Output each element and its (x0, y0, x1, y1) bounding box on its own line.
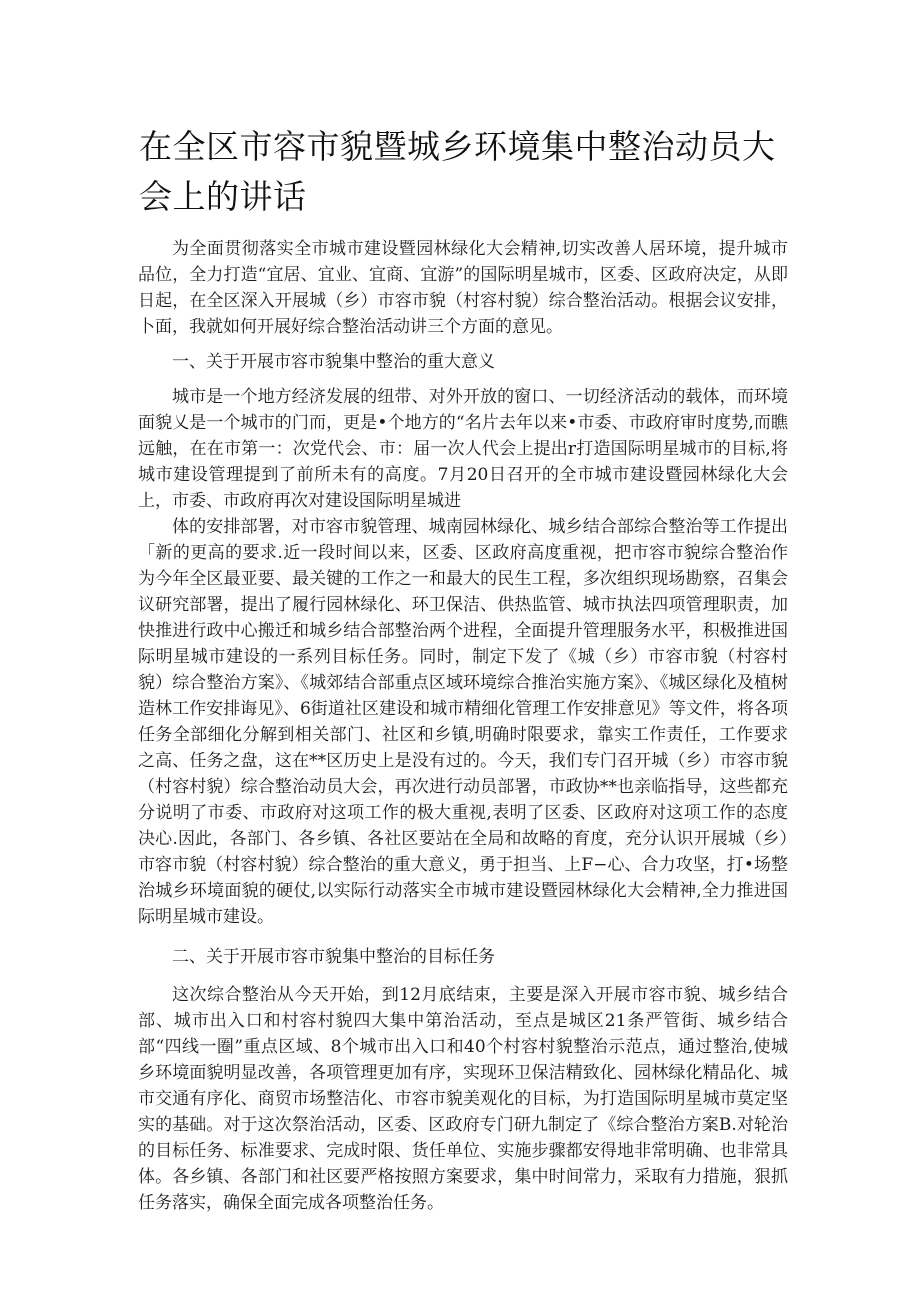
section-heading-2: 二、关于开展市容市貌集中整治的目标任务 (172, 947, 495, 967)
document-title: 在全区市容市貌暨城乡环境集中整治动员大会上的讲话 (139, 127, 776, 216)
section-1-paragraph-1: 城市是一个地方经济发展的纽带、对外开放的窗口、一切经济活动的载体，而环境面貌乂是一个城市的门而，更是•个地方的“名片去年以来•市委、市政府审时度势,而瞧远触，在在市第一：次党代会、市：届一次人代会上提出r打造国际明星城市的目标,将城市建设管理提到了前所未有的高度。7月20日召开的全市城市建设暨园林绿化大会上，市委、市政府再次对建设国际明星城进 (138, 387, 788, 511)
section-1-paragraph-2: 体的安排部署，对市容市貌管理、城南园林绿化、城乡结合部综合整治等工作提出「新的更高的要求.近一段时间以来，区委、区政府高度重视，把市容市貌综合整治作为今年全区最亚要、最关键的工作之一和最大的民生工程，多次组织现场勘察，召集会议研究部署，提出了履行园林绿化、环卫保洁、供热监管、城市执法四项管理职责，加快推进行政中心搬迁和城乡结合部整治两个进程，全面提升管理服务水平，积极推进国际明星城市建设的一系列目标任务。同时，制定下发了《城（乡）市容市貌（村容村貌）综合整治方案》、《城郊结合部重点区域环境综合推治实施方案》、《城区绿化及植树造林工作安排诲见》、6街道社区建设和城市精细化管理工作安排意见》等文件，将各项任务全部细化分解到相关部门、社区和乡镇,明确时限要求，靠实工作责任，工作要求之高、任务之盘，这在**区历史上是没有过的。今天，我们专门召开城（乡）市容市貌（村容村貌）综合整治动员大会，再次进行动员部署，市政协**也亲临指导，这些都充分说明了市委、市政府对这项工作的极大重视,表明了区委、区政府对这项工作的态度决心.因此，各部门、各乡镇、各社区要站在全局和故略的育度，充分认识开展城（乡）市容市貌（村容村貌）综合整治的重大意义，勇于担当、上F−心、合力攻坚，打•场整治城乡环境面貌的硬仗,以实际行动落实全市城市建设暨园林绿化大会精神,全力推进国际明星城市建设。 (138, 517, 788, 927)
intro-paragraph: 为全面贯彻落实全市城市建设暨园林绿化大会精神,切实改善人居环境，提升城市品位，全力打造“宜居、宜业、宜商、宜游”的国际明星城市，区委、区政府决定，从即日起，在全区深入开展城（乡）市容市貌（村容村貌）综合整治活动。根据会议安排，卜面，我就如何开展好综合整治活动讲三个方面的意见。 (138, 239, 788, 337)
section-heading-1: 一、关于开展市容市貌集中整治的重大意义 (172, 352, 495, 372)
document-body (138, 236, 788, 1216)
section-2-paragraph-1: 这次综合整治从今天开始，到12月底结束，主要是深入开展市容市貌、城乡结合部、城市出入口和村容村貌四大集中第治活动，至点是城区21条严管街、城乡结合部“四线一圈”重点区域、8个城市出入口和40个村容村貌整治示范点，通过整治,使城乡环境面貌明显改善，各项管理更加有序，实现环卫保洁精致化、园林绿化精品化、城市交通有序化、商贸市场整洁化、市容市貌美观化的目标，为打造国际明星城市莫定坚实的基础。对于这次祭治活动，区委、区政府专门研九制定了《综合整治方案B.对轮治的目标任务、标准要求、完成时限、货任单位、实施步骤都安得地非常明确、也非常具体。各乡镇、各部门和社区要严格按照方案要求，集中时间常力，采取有力措施，狠抓任务落实，确保全面完成各项整治任务。 (138, 985, 788, 1213)
